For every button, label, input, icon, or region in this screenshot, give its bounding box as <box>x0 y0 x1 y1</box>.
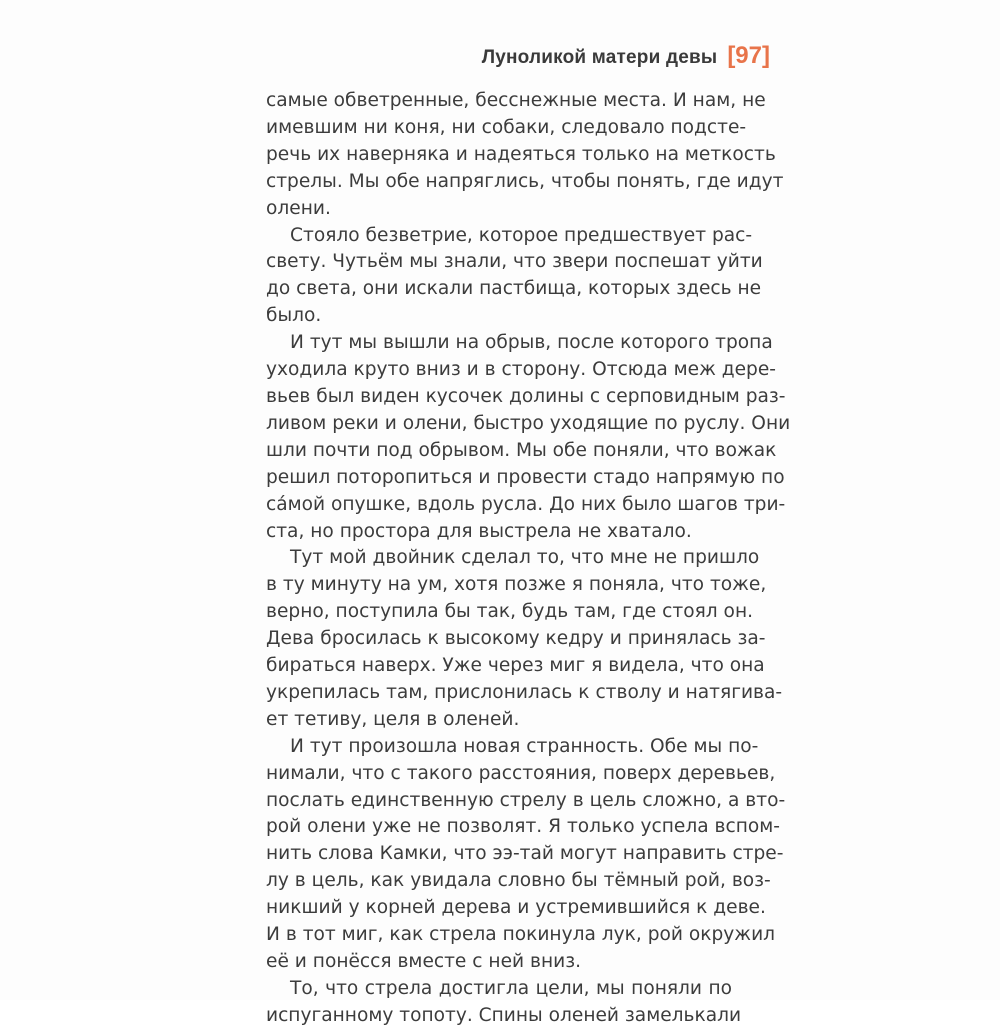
text-line: в ту минуту на ум, хотя позже я поняла, что тоже, <box>266 574 767 596</box>
text-line: ливом реки и олени, быстро уходящие по руслу. Они <box>266 412 791 434</box>
running-header <box>482 42 770 70</box>
page-number: [97] <box>727 42 770 69</box>
text-line: верно, поступила бы так, будь там, где стоял он. <box>266 601 754 623</box>
text-line: рой олени уже не позволят. Я только успела вспом- <box>266 816 780 838</box>
text-line: речь их наверняка и надеяться только на меткость <box>266 143 776 165</box>
text-line: стрелы. Мы обе напряглись, чтобы понять, где идут <box>266 170 784 192</box>
text-line: испуганному топоту. Спины оленей замелькали <box>266 1004 742 1026</box>
text-line: было. <box>266 305 322 327</box>
text-line: нимали, что с такого расстояния, поверх деревьев, <box>266 762 776 784</box>
paragraph <box>266 734 786 976</box>
text-line: самые обветренные, бесснежные места. И нам, не <box>266 90 766 111</box>
paragraph <box>266 330 791 545</box>
text-line: И тут мы вышли на обрыв, после которого тропа <box>290 332 773 354</box>
chapter-title: Луноликой матери девы <box>481 47 718 68</box>
text-line: То, что стрела достигла цели, мы поняли по <box>290 977 732 999</box>
text-line: И в тот миг, как стрела покинула лук, рой окружил <box>266 924 776 946</box>
body-text <box>266 88 791 1030</box>
text-line: решил поторопиться и провести стадо напрямую по <box>266 466 785 488</box>
text-line: Стояло безветрие, которое предшествует рас- <box>290 224 753 246</box>
text-line: её и понёсся вместе с ней вниз. <box>266 951 582 972</box>
text-line: ет тетиву, целя в оленей. <box>266 708 520 730</box>
text-line: са́мой опушке, вдоль русла. До них было шагов три- <box>266 493 786 515</box>
text-line: свету. Чутьём мы знали, что звери поспешат уйти <box>266 251 763 273</box>
text-line: нить слова Камки, что ээ-тай могут направить стре- <box>266 843 784 865</box>
text-line: лу в цель, как увидала словно бы тёмный рой, воз- <box>266 870 771 892</box>
text-line: И тут произошла новая странность. Обе мы по- <box>290 735 759 757</box>
text-line: вьев был виден кусочек долины с серповидным раз- <box>266 385 786 407</box>
paragraph <box>266 88 784 223</box>
text-line: укрепилась там, прислонилась к стволу и натягива- <box>266 681 783 703</box>
text-line: Дева бросилась к высокому кедру и принялась за- <box>266 628 766 650</box>
text-line: ста, но простора для выстрела не хватало. <box>266 520 692 542</box>
text-line: имевшим ни коня, ни собаки, следовало подсте- <box>266 116 747 138</box>
paragraph <box>266 545 783 733</box>
text-line: никший у корней дерева и устремившийся к деве. <box>266 897 766 919</box>
paragraph <box>266 976 742 1030</box>
text-line: олени. <box>266 197 331 219</box>
text-line: послать единственную стрелу в цель сложно, а вто- <box>266 789 786 811</box>
text-line: бираться наверх. Уже через миг я видела, что она <box>266 655 765 677</box>
text-line: уходила круто вниз и в сторону. Отсюда меж дере- <box>266 359 776 381</box>
text-line: Тут мой двойник сделал то, что мне не пришло <box>290 547 760 569</box>
text-line: до света, они искали пастбища, которых здесь не <box>266 278 762 300</box>
paragraph <box>266 223 763 331</box>
text-line: шли почти под обрывом. Мы обе поняли, что вожак <box>266 439 777 461</box>
